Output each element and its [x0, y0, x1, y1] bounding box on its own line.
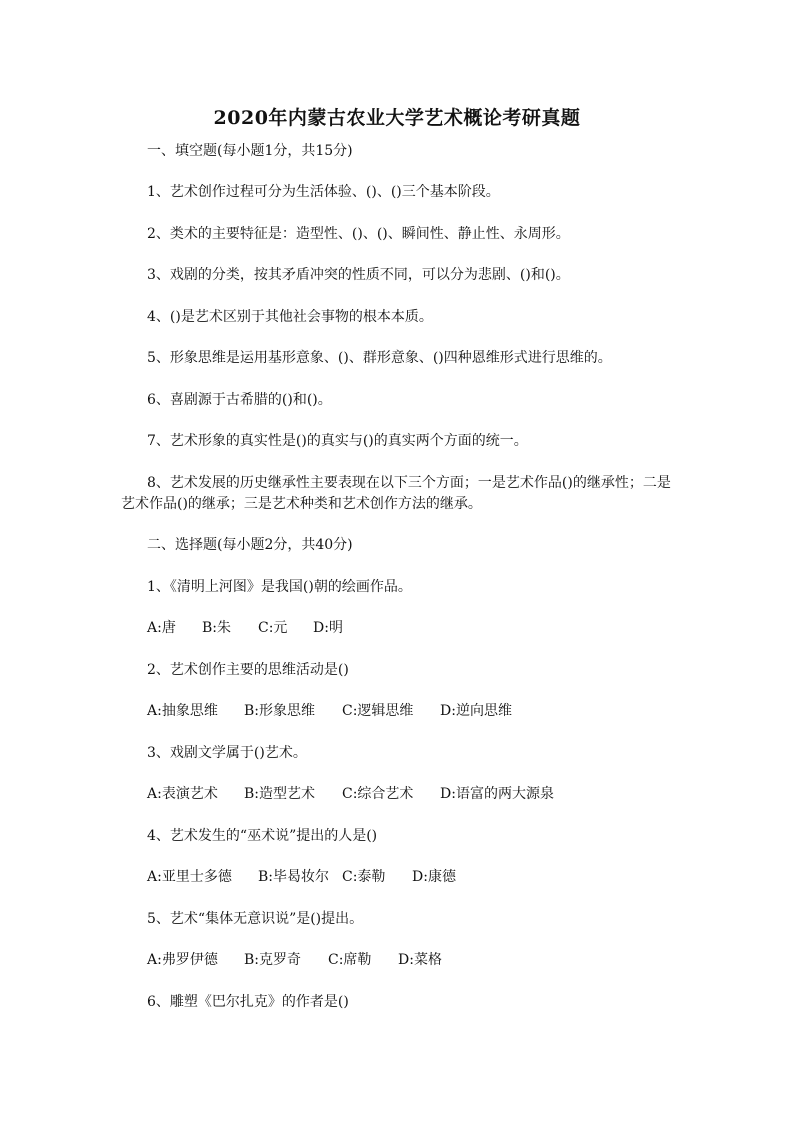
choice-question-2-options [0, 701, 794, 721]
section1-header: 一、填空题(每小题1分，共15分) [147, 143, 353, 159]
fill-question-5: 5、形象思维是运用基形意象、()、群形意象、()四种恩维形式进行思维的。 [147, 350, 612, 366]
choice-question-1-options [0, 618, 794, 638]
option-c: C:逻辑思维 [342, 703, 414, 719]
choice-question-3-options [0, 784, 794, 804]
section2-header: 二、选择题(每小题2分，共40分) [147, 537, 353, 553]
fill-question-6: 6、喜剧源于古希腊的()和()。 [147, 392, 332, 408]
fill-question-1: 1、艺术创作过程可分为生活体验、()、()三个基本阶段。 [147, 184, 500, 200]
option-b: B:朱 [202, 620, 232, 636]
fill-question-4: 4、()是艺术区别于其他社会事物的根本本质。 [147, 309, 433, 325]
choice-question-1: 1、《清明上河图》是我国()朝的绘画作品。 [147, 579, 412, 595]
option-c: C:元 [258, 620, 288, 636]
fill-question-7: 7、艺术形象的真实性是()的真实与()的真实两个方面的统一。 [147, 433, 528, 449]
option-c: C:席勒 [328, 952, 372, 968]
fill-question-3: 3、戏剧的分类，按其矛盾冲突的性质不同，可以分为悲剧、()和()。 [147, 267, 570, 283]
option-b: B:形象思维 [244, 703, 316, 719]
choice-question-5-options [0, 950, 794, 970]
option-c: C:泰勒 [342, 869, 386, 885]
option-d: D:康德 [412, 869, 456, 885]
option-a: A:唐 [147, 620, 176, 636]
page-title: 2020年内蒙古农业大学艺术概论考研真题 [213, 107, 581, 129]
choice-question-5: 5、艺术“集体无意识说”是()提出。 [147, 911, 364, 927]
fill-question-8-line2: 艺术作品()的继承；三是艺术种类和艺术创作方法的继承。 [121, 496, 482, 512]
choice-question-2: 2、艺术创作主要的思维活动是() [147, 662, 349, 678]
choice-question-4: 4、艺术发生的“巫术说”提出的人是() [147, 828, 378, 844]
fill-question-2: 2、类术的主要特征是：造型性、()、()、瞬间性、静止性、永周形。 [147, 226, 570, 242]
option-a: A:亚里士多德 [147, 869, 232, 885]
option-d: D:菜格 [398, 952, 442, 968]
fill-question-8-line1: 8、艺术发展的历史继承性主要表现在以下三个方面；一是艺术作品()的继承性；二是 [147, 475, 671, 491]
option-a: A:弗罗伊德 [147, 952, 218, 968]
option-a: A:表演艺术 [147, 786, 218, 802]
option-b: B:毕曷妆尔 [258, 869, 330, 885]
option-b: B:造型艺术 [244, 786, 316, 802]
choice-question-4-options [0, 867, 794, 887]
option-c: C:综合艺术 [342, 786, 414, 802]
option-d: D:语富的两大源泉 [440, 786, 554, 802]
option-b: B:克罗奇 [244, 952, 302, 968]
option-d: D:明 [313, 620, 343, 636]
choice-question-3: 3、戏剧文学属于()艺术。 [147, 745, 307, 761]
option-a: A:抽象思维 [147, 703, 218, 719]
option-d: D:逆向思维 [440, 703, 512, 719]
choice-question-6: 6、雕塑《巴尔扎克》的作者是() [147, 994, 349, 1010]
